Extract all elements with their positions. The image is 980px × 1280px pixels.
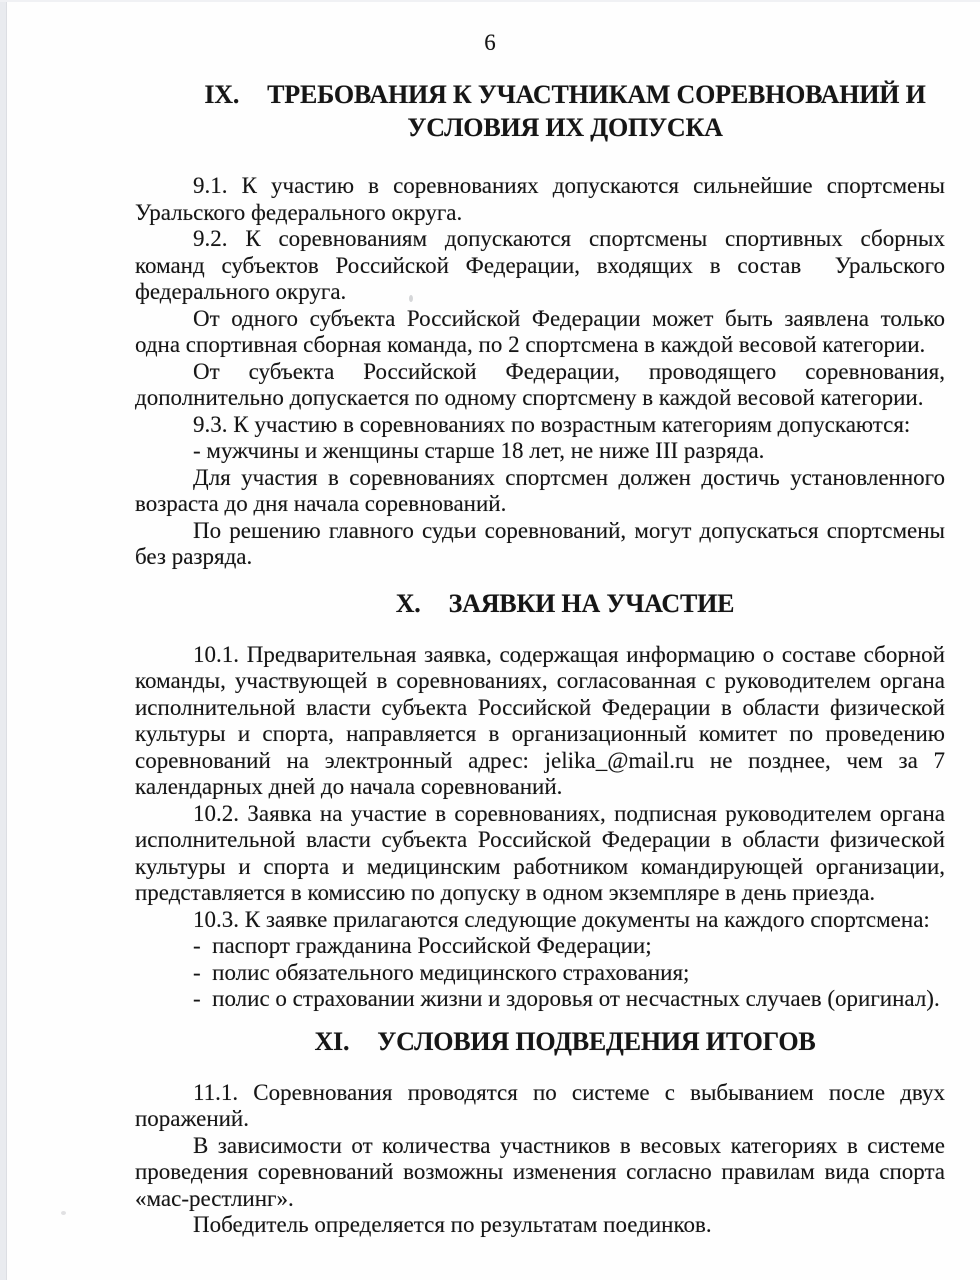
list-item: - мужчины и женщины старше 18 лет, не ниже III разряда. (193, 438, 765, 463)
scan-left-edge (0, 0, 7, 1280)
section-xi-title: УСЛОВИЯ ПОДВЕДЕНИЯ ИТОГОВ (377, 1026, 816, 1056)
section-xi-heading (160, 1025, 970, 1058)
section-x-heading (160, 587, 970, 620)
paragraph: 9.1. К участию в соревнованиях допускаются сильнейшие спортсмены Уральского федерального округа. (135, 173, 945, 225)
document-content (135, 56, 945, 1239)
section-ix-title-line2: УСЛОВИЯ ИХ ДОПУСКА (407, 113, 723, 142)
paragraph: Для участия в соревнованиях спортсмен должен достичь установленного возраста до дня начала соревнований. (135, 464, 945, 516)
paragraph: От одного субъекта Российской Федерации может быть заявлена только одна спортивная сборная команда, по 2 спортсмена в каждой весовой категории. (135, 305, 945, 357)
paragraph: 10.2. Заявка на участие в соревнованиях, подписная руководителем органа исполнительной власти субъекта Российской Федерации в области физической культуры и спорта и медицинским работником командирующей организации, представляется в комиссию по допуску в одном экземпляре в день приезда. (135, 800, 945, 905)
paragraph: 10.1. Предварительная заявка, содержащая информацию о составе сборной команды, участвующей в соревнованиях, согласованная с руководителем органа исполнительной власти субъекта Российской Федерации в области физической культуры и спорта, направляется в организационный комитет по проведению соревнований на электронный адрес: jelika_@mail.ru не позднее, чем за 7 календарных дней до начала соревнований. (135, 641, 945, 799)
scan-top-edge (0, 0, 980, 2)
paragraph: 10.3. К заявке прилагаются следующие документы на каждого спортсмена: (193, 906, 930, 932)
paragraph: 11.1. Соревнования проводятся по системе с выбыванием после двух поражений. (135, 1079, 945, 1131)
page-number: 6 (484, 30, 496, 55)
section-xi-number: XI. (314, 1026, 350, 1056)
section-requirements (135, 78, 945, 571)
paragraph: По решению главного судьи соревнований, могут допускаться спортсмены без разряда. (135, 517, 945, 569)
paragraph: От субъекта Российской Федерации, проводящего соревнования, дополнительно допускается по одному спортсмену в каждой весовой категории. (135, 358, 945, 410)
list-item: - полис обязательного медицинского страхования; (193, 959, 690, 985)
scan-artifact (61, 1211, 66, 1215)
section-ix-number: IX. (204, 80, 240, 109)
list-item: - полис о страховании жизни и здоровья от несчастных случаев (оригинал). (193, 986, 940, 1011)
section-x-number: X. (395, 588, 421, 618)
scan-artifact (409, 295, 413, 302)
list-item: - паспорт гражданина Российской Федерации; (193, 933, 652, 958)
section-ix-heading (160, 78, 970, 144)
paragraph: Победитель определяется по результатам поединков. (193, 1212, 712, 1237)
section-results (135, 1025, 945, 1239)
scan-artifact (579, 1003, 584, 1007)
paragraph: 9.2. К соревнованиям допускаются спортсмены спортивных сборных команд субъектов Российской Федерации, входящих в состав Уральского федерального округа. (135, 226, 945, 304)
paragraph: 9.3. К участию в соревнованиях по возрастным категориям допускаются: (193, 411, 911, 437)
section-ix-title-line1: ТРЕБОВАНИЯ К УЧАСТНИКАМ СОРЕВНОВАНИЙ И (267, 80, 926, 109)
section-x-title: ЗАЯВКИ НА УЧАСТИЕ (448, 588, 735, 618)
section-applications (135, 587, 945, 1013)
paragraph: В зависимости от количества участников в весовых категориях в системе проведения соревнований возможны изменения согласно правилам вида спорта «мас-рестлинг». (135, 1132, 945, 1211)
